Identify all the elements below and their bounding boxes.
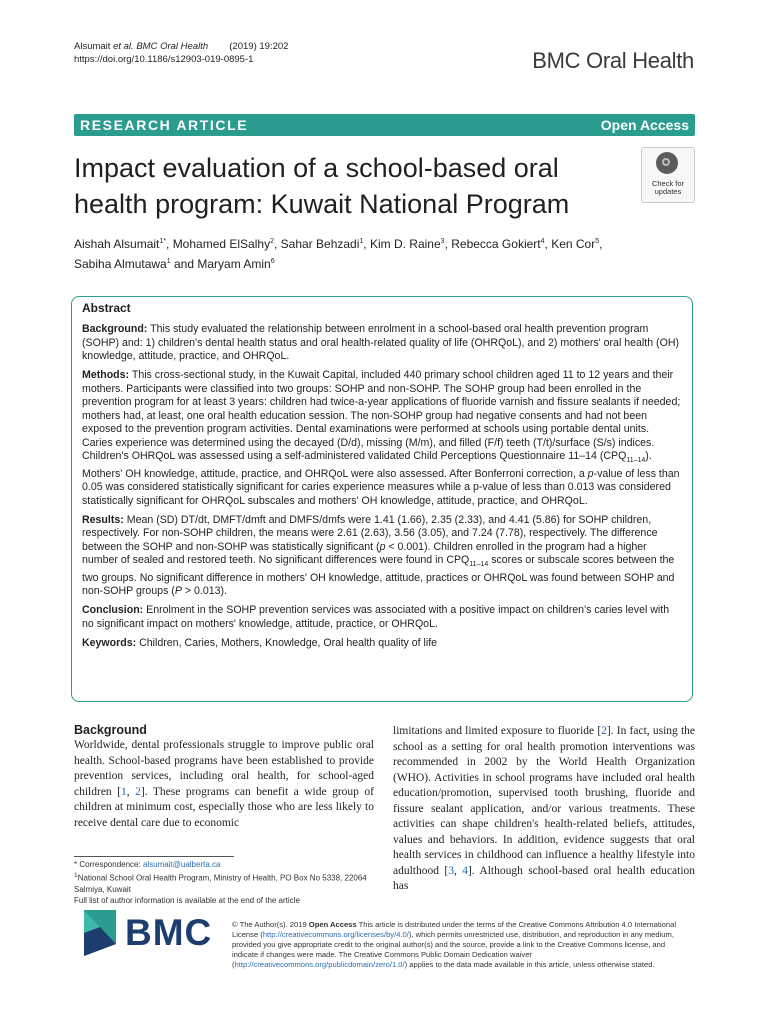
footnote-rule bbox=[74, 856, 234, 857]
background-label: Background: bbox=[82, 323, 148, 335]
abstract-keywords bbox=[82, 637, 682, 651]
open-access-label: Open Access bbox=[600, 117, 689, 133]
license-link[interactable]: http://creativecommons.org/publicdomain/zero/1.0/ bbox=[234, 960, 405, 969]
results-text: < 0.001). Children enrolled in the program had a higher number of sealed and restored teeth. No significant differences were found in CPQ bbox=[82, 540, 647, 567]
results-text: Mean (SD) DT/dt, DMFT/dmft and DMFS/dmfs were 1.41 (1.66), 2.35 (2.33), and 4.41 (5.86) for SOHP children, respectively. For non-SOHP children, the means were 2.61 (2.63), 3.56 (3.05), and 7.24 (7.78), respectively. The difference between the SOHP and non-SOHP was statistically significant ( bbox=[82, 513, 658, 553]
author[interactable]: Aishah Alsumait bbox=[74, 237, 160, 251]
results-text: scores or subscale scores between the two groups. No significant difference in mothers' OH knowledge, attitude, practices or OHRQoL was found between SOHP and non-SOHP groups ( bbox=[82, 554, 675, 598]
abstract-body bbox=[82, 323, 682, 656]
license-link[interactable]: http://creativecommons.org/licenses/by/4.0/ bbox=[262, 930, 409, 939]
author[interactable]: Ken Cor bbox=[551, 237, 596, 251]
badge-line1: Check for bbox=[651, 179, 685, 188]
bmc-logo-icon bbox=[80, 910, 120, 956]
article-title: Impact evaluation of a school-based oral health program: Kuwait National Program bbox=[74, 153, 570, 219]
authors-and: and bbox=[173, 257, 195, 271]
article-type-banner bbox=[74, 114, 695, 136]
background-text: This study evaluated the relationship between enrolment in a school-based oral health prevention program (SOHP) and: 1) children's dental health status and oral health-related quality of life (OHRQoL), and 2) mothers' oral health (OH) knowledge, attitude, practice, and OHRQoL. bbox=[82, 323, 679, 362]
citation-separator: , bbox=[126, 785, 136, 798]
author-affiliation: 5 bbox=[595, 238, 600, 245]
citation-link[interactable]: 2 bbox=[601, 725, 607, 737]
citation-link[interactable]: 3 bbox=[448, 864, 454, 877]
abstract-heading: Abstract bbox=[82, 301, 131, 315]
author[interactable]: Mohamed ElSalhy bbox=[172, 237, 271, 251]
article-type-label: RESEARCH ARTICLE bbox=[80, 117, 249, 133]
body-text: ]. These programs can benefit a wide group of children at minimum cost, especially those who are less likely to receive dental care due to economic bbox=[74, 785, 374, 829]
license-body: This article is distributed under the terms of the Creative Commons Attribution 4.0 International License ( bbox=[232, 920, 677, 939]
body-text: ]. In fact, using the school as a setting for oral health promotion interventions was recommended in 2002 by the World Health Organization (WHO). Activities in school programs have included oral health education/promotion, supervised tooth brushing, fluoride and fissure sealant application, and/or various treatments. These activities can shape children's health-related beliefs, attitudes, values and behaviors. In addition, evidence suggests that oral health services in childhood can influence a healthy lifestyle into adulthood [ bbox=[393, 725, 695, 877]
methods-subscript: 11–14 bbox=[626, 457, 646, 465]
affiliation-text: National School Oral Health Program, Ministry of Health, PO Box No 5338, 22064 Salmiya, Kuwait bbox=[74, 873, 367, 894]
conclusion-label: Conclusion: bbox=[82, 604, 144, 617]
results-subscript: 11–14 bbox=[469, 561, 489, 569]
keywords-text: Children, Caries, Mothers, Knowledge, Oral health quality of life bbox=[139, 636, 438, 649]
abstract-background bbox=[82, 323, 682, 364]
running-header bbox=[74, 40, 288, 66]
author[interactable]: Maryam Amin bbox=[197, 257, 271, 271]
citation-separator: , bbox=[453, 864, 463, 877]
methods-label: Methods: bbox=[82, 369, 130, 381]
citation-year-volume: (2019) 19:202 bbox=[229, 41, 289, 52]
author-affiliation: 1* bbox=[159, 238, 167, 245]
abstract-methods bbox=[82, 369, 682, 508]
correspondence-label: * Correspondence: bbox=[74, 860, 141, 869]
citation-etal: et al. bbox=[113, 41, 134, 52]
license-body: ), which permits unrestricted use, distribution, and reproduction in any medium, provided you give appropriate credit to the original author(s) and the source, provide a link to the Creative Commons license, and indicate if changes were made. The Creative Commons Public Domain Dedication waiver ( bbox=[232, 930, 674, 969]
update-icon bbox=[656, 152, 678, 174]
body-text: Worldwide, dental professionals struggle to improve public oral health. School-based programs have been established to provide prevention services, including oral health, for school-aged children [ bbox=[74, 739, 374, 798]
author-affiliation: 2 bbox=[270, 238, 274, 245]
bmc-logo bbox=[80, 910, 213, 961]
citation-link[interactable]: 1 bbox=[121, 785, 127, 798]
author[interactable]: Sabiha Almutawa bbox=[74, 257, 167, 271]
license-open-access: Open Access bbox=[308, 920, 357, 929]
affiliation-number: 1 bbox=[74, 872, 78, 879]
correspondence-email[interactable]: alsumait@ualberta.ca bbox=[142, 860, 221, 869]
license-copyright: © The Author(s). 2019 bbox=[232, 920, 309, 929]
bmc-logo-text: BMC bbox=[125, 912, 213, 953]
citation-link[interactable]: 4 bbox=[462, 864, 468, 877]
full-list-note: Full list of author information is available at the end of the article bbox=[74, 895, 300, 905]
author-affiliation: 3 bbox=[440, 238, 445, 245]
doi-link[interactable]: https://doi.org/10.1186/s12903-019-0895-1 bbox=[74, 54, 254, 65]
results-text: > 0.013). bbox=[181, 585, 227, 598]
journal-name: BMC Oral Health bbox=[532, 48, 694, 73]
section-heading-background: Background bbox=[74, 723, 147, 737]
citation-line bbox=[74, 40, 288, 53]
author[interactable]: Kim D. Raine bbox=[369, 237, 441, 251]
affiliation-line bbox=[74, 870, 374, 895]
results-p-symbol: P bbox=[174, 585, 182, 598]
results-label: Results: bbox=[82, 513, 124, 526]
results-p-symbol: p bbox=[379, 540, 386, 553]
abstract-conclusion bbox=[82, 604, 682, 631]
author[interactable]: Rebecca Gokiert bbox=[451, 237, 541, 251]
license-text bbox=[232, 920, 692, 970]
check-for-updates-badge[interactable] bbox=[641, 147, 695, 203]
conclusion-text: Enrolment in the SOHP prevention services was associated with a positive impact on children's caries level with no significant impact on mothers' knowledge, attitude, practice, or OHRQoL. bbox=[82, 604, 670, 630]
footnotes bbox=[74, 859, 374, 906]
author-affiliation: 6 bbox=[270, 258, 275, 265]
methods-p-symbol: p bbox=[587, 467, 594, 480]
body-column-left bbox=[74, 722, 374, 831]
author-list: Aishah Alsumait$^{1*}$, Mohamed ElSalhy$^2$, Sahar Behzadi$^1$, Kim D. Raine$^3$, Rebecca Gokiert$^4$, Ken Cor$^5$, Sabiha Almutawa$^1$ and Maryam Amin$^6$ bbox=[74, 237, 603, 271]
badge-line2: updates bbox=[654, 187, 682, 196]
methods-text: ). Mothers' OH knowledge, attitude, practice, and OHRQoL were also assessed. After Bonferroni correction, a bbox=[82, 450, 652, 480]
body-text: limitations and limited exposure to fluoride [ bbox=[393, 725, 602, 737]
citation-link[interactable]: 2 bbox=[135, 785, 141, 798]
body-text: ]. Although school-based oral health education has bbox=[393, 864, 696, 892]
author[interactable]: Sahar Behzadi bbox=[280, 237, 360, 251]
body-column-right bbox=[393, 724, 695, 895]
author-affiliation: 1 bbox=[166, 258, 171, 265]
author-affiliation: 4 bbox=[540, 238, 545, 245]
citation-authors: Alsumait bbox=[74, 41, 111, 52]
citation-journal: BMC Oral Health bbox=[136, 41, 209, 52]
author-affiliation: 1 bbox=[359, 238, 364, 245]
methods-text: -value of less than 0.05 was considered statistically significant for caries experience measures while a p-value of less than 0.013 was considered statistically significant for OHRQoL subscales and mothers' OH knowledge, attitude, practice, and OHRQoL. bbox=[82, 467, 680, 507]
license-body: ) applies to the data made available in this article, unless otherwise stated. bbox=[404, 960, 655, 969]
methods-text: This cross-sectional study, in the Kuwait Capital, included 440 primary school children aged 11 to 12 years and their mothers. Participants were classified into two groups: SOHP and non-SOHP. The SOHP group had been enrolled in the prevention program for at least 3 years: children had twice-a-year applications of fluoride varnish and fissure sealants if needed; mothers had, at least, one oral health education session. The non-SOHP group had negative consents and had not been exposed to the prevention program activities. Dental examinations were performed at schools using portable dental units. Caries experience was determined using the decayed (D/d), missing (M/m), and filled (F/f) teeth (T/t)/surface (S/s) indices. Children's OHRQoL was assessed using a self-administered validated Child Perceptions Questionnaire 11–14 (CPQ bbox=[82, 369, 681, 462]
abstract-results bbox=[82, 514, 682, 599]
keywords-label: Keywords: bbox=[82, 636, 137, 649]
correspondence-line bbox=[74, 859, 374, 870]
